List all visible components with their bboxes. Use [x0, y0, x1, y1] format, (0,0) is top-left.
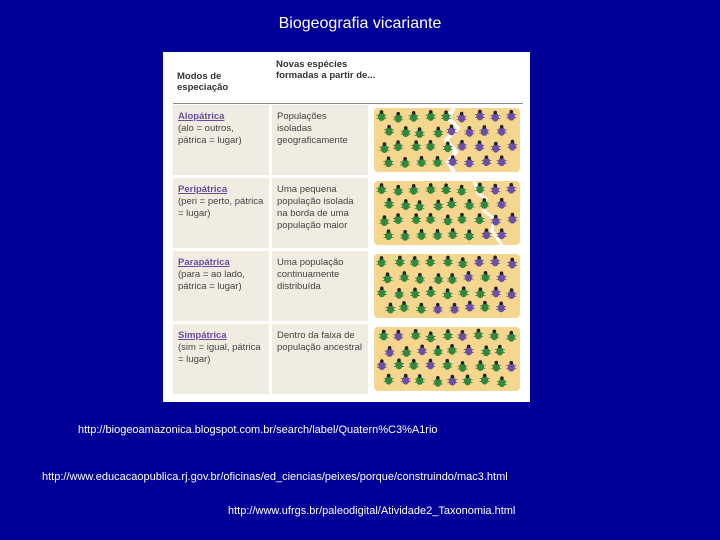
- table-row: [173, 251, 523, 321]
- beetle-icon: [479, 198, 489, 209]
- beetle-icon: [426, 331, 436, 342]
- beetle-icon: [464, 199, 474, 210]
- beetle-icon: [433, 376, 443, 387]
- beetle-icon: [409, 111, 419, 122]
- beetle-icon: [394, 359, 404, 370]
- description-cell: Populações isoladas geograficamente: [272, 105, 368, 175]
- beetle-icon: [463, 271, 473, 282]
- beetle-icon: [415, 200, 425, 211]
- population-illustration-allopatric: [374, 108, 520, 172]
- beetle-icon: [457, 140, 467, 151]
- beetle-icon: [496, 302, 506, 313]
- beetle-icon: [481, 345, 491, 356]
- beetle-icon: [411, 213, 421, 224]
- beetle-icon: [458, 257, 468, 268]
- beetle-icon: [399, 301, 409, 312]
- illustration-cell: [371, 324, 523, 394]
- illustration-cell: [371, 251, 523, 321]
- beetle-icon: [411, 329, 421, 340]
- beetle-icon: [426, 183, 436, 194]
- beetle-icon: [425, 213, 435, 224]
- mode-name: Parapátrica: [178, 257, 230, 268]
- description-cell: Uma população continuamente distribuída: [272, 251, 368, 321]
- beetle-icon: [442, 359, 452, 370]
- beetle-scene: [374, 327, 520, 391]
- mode-cell: [173, 251, 269, 321]
- beetle-icon: [474, 256, 484, 267]
- beetle-icon: [497, 271, 507, 282]
- beetle-icon: [433, 273, 443, 284]
- beetle-icon: [400, 157, 410, 168]
- beetle-icon: [481, 228, 491, 239]
- beetle-icon: [480, 301, 490, 312]
- beetle-icon: [481, 155, 491, 166]
- beetle-icon: [433, 200, 443, 211]
- beetle-icon: [401, 126, 411, 137]
- beetle-icon: [384, 156, 394, 167]
- beetle-icon: [507, 213, 517, 224]
- beetle-icon: [475, 140, 485, 151]
- source-link-2[interactable]: http://www.educacaopublica.rj.gov.br/oficinas/ed_ciencias/peixes/porque/construindo/mac3.html: [42, 471, 508, 483]
- table-row: [173, 178, 523, 248]
- beetle-icon: [506, 110, 516, 121]
- mode-cell: [173, 105, 269, 175]
- beetle-icon: [394, 288, 404, 299]
- beetle-icon: [384, 198, 394, 209]
- beetle-icon: [384, 125, 394, 136]
- beetle-icon: [443, 288, 453, 299]
- beetle-icon: [393, 140, 403, 151]
- beetle-icon: [447, 344, 457, 355]
- beetle-icon: [409, 184, 419, 195]
- beetle-icon: [457, 213, 467, 224]
- beetle-icon: [415, 127, 425, 138]
- beetle-icon: [489, 330, 499, 341]
- beetle-icon: [433, 127, 443, 138]
- beetle-icon: [448, 228, 458, 239]
- illustration-cell: [371, 178, 523, 248]
- beetle-icon: [495, 345, 505, 356]
- beetle-icon: [385, 303, 395, 314]
- beetle-icon: [415, 273, 425, 284]
- beetle-icon: [464, 126, 474, 137]
- beetle-icon: [457, 330, 467, 341]
- mode-name: Alopátrica: [178, 111, 225, 122]
- beetle-icon: [490, 111, 500, 122]
- beetle-icon: [416, 303, 426, 314]
- beetle-icon: [463, 375, 473, 386]
- beetle-icon: [480, 374, 490, 385]
- beetle-icon: [475, 287, 485, 298]
- header-modes: Modos de especiação: [177, 71, 229, 93]
- beetle-icon: [411, 140, 421, 151]
- beetle-icon: [443, 329, 453, 340]
- beetle-icon: [458, 361, 468, 372]
- beetle-icon: [473, 329, 483, 340]
- beetle-icon: [443, 256, 453, 267]
- beetle-icon: [433, 303, 443, 314]
- beetle-icon: [426, 286, 436, 297]
- beetle-icon: [395, 256, 405, 267]
- beetle-scene: [374, 181, 520, 245]
- beetle-icon: [479, 125, 489, 136]
- source-link-1[interactable]: http://biogeoamazonica.blogspot.com.br/search/label/Quatern%C3%A1rio: [78, 424, 438, 436]
- beetle-icon: [447, 375, 457, 386]
- mode-name: Peripátrica: [178, 184, 228, 195]
- beetle-icon: [464, 230, 474, 241]
- beetle-icon: [379, 215, 389, 226]
- beetle-icon: [475, 213, 485, 224]
- beetle-scene: [374, 254, 520, 318]
- beetle-icon: [377, 359, 387, 370]
- beetle-icon: [432, 156, 442, 167]
- beetle-icon: [417, 229, 427, 240]
- beetle-icon: [433, 345, 443, 356]
- beetle-icon: [415, 374, 425, 385]
- beetle-icon: [464, 157, 474, 168]
- beetle-icon: [383, 272, 393, 283]
- table-row: [173, 324, 523, 394]
- beetle-icon: [447, 273, 457, 284]
- table-row: [173, 105, 523, 175]
- beetle-icon: [417, 156, 427, 167]
- mode-cell: [173, 324, 269, 394]
- header-new-species: Novas espécies formadas a partir de...: [276, 59, 376, 81]
- beetle-icon: [497, 376, 507, 387]
- beetle-icon: [385, 346, 395, 357]
- beetle-icon: [491, 142, 501, 153]
- beetle-icon: [425, 140, 435, 151]
- beetle-icon: [409, 359, 419, 370]
- beetle-icon: [497, 125, 507, 136]
- beetle-icon: [425, 256, 435, 267]
- beetle-icon: [393, 330, 403, 341]
- beetle-icon: [506, 361, 516, 372]
- beetle-icon: [425, 359, 435, 370]
- beetle-icon: [459, 286, 469, 297]
- beetle-icon: [491, 361, 501, 372]
- description-cell: Dentro da faixa de população ancestral: [272, 324, 368, 394]
- beetle-icon: [457, 112, 467, 123]
- beetle-icon: [490, 184, 500, 195]
- beetle-icon: [441, 183, 451, 194]
- mode-detail: (sim = igual, pátrica = lugar): [178, 342, 261, 365]
- mode-name: Simpátrica: [178, 330, 227, 341]
- mode-detail: (peri = perto, pátrica = lugar): [178, 196, 264, 219]
- beetle-icon: [410, 287, 420, 298]
- beetle-icon: [377, 183, 387, 194]
- beetle-icon: [401, 199, 411, 210]
- population-illustration-parapatric: [374, 254, 520, 318]
- beetle-icon: [399, 271, 409, 282]
- description-cell: Uma pequena população isolada na borda de uma população maior: [272, 178, 368, 248]
- beetle-icon: [417, 345, 427, 356]
- beetle-icon: [410, 256, 420, 267]
- beetle-icon: [491, 287, 501, 298]
- mode-detail: (alo = outros, pátrica = lugar): [178, 123, 242, 146]
- beetle-icon: [497, 155, 507, 166]
- beetle-icon: [401, 374, 411, 385]
- illustration-cell: [371, 105, 523, 175]
- beetle-icon: [393, 112, 403, 123]
- beetle-icon: [377, 256, 387, 267]
- beetle-icon: [507, 288, 517, 299]
- beetle-icon: [447, 198, 457, 209]
- population-illustration-peripatric: [374, 181, 520, 245]
- beetle-icon: [384, 229, 394, 240]
- speciation-table: [163, 52, 530, 402]
- beetle-icon: [377, 110, 387, 121]
- beetle-icon: [443, 215, 453, 226]
- beetle-icon: [475, 110, 485, 121]
- mode-cell: [173, 178, 269, 248]
- beetle-icon: [481, 271, 491, 282]
- beetle-icon: [426, 110, 436, 121]
- beetle-icon: [506, 331, 516, 342]
- source-link-3[interactable]: http://www.ufrgs.br/paleodigital/Atividade2_Taxonomia.html: [228, 505, 516, 517]
- beetle-icon: [465, 301, 475, 312]
- beetle-icon: [464, 345, 474, 356]
- beetle-icon: [384, 374, 394, 385]
- beetle-icon: [379, 142, 389, 153]
- beetle-icon: [507, 258, 517, 269]
- beetle-icon: [497, 198, 507, 209]
- beetle-icon: [432, 229, 442, 240]
- beetle-icon: [393, 185, 403, 196]
- beetle-icon: [506, 183, 516, 194]
- beetle-icon: [379, 330, 389, 341]
- beetle-icon: [400, 230, 410, 241]
- beetle-icon: [507, 140, 517, 151]
- beetle-icon: [401, 346, 411, 357]
- header-divider: [173, 103, 523, 104]
- beetle-icon: [475, 360, 485, 371]
- mode-detail: (para = ao lado, pátrica = lugar): [178, 269, 245, 292]
- slide-title: Biogeografia vicariante: [278, 15, 442, 32]
- beetle-icon: [377, 287, 387, 298]
- beetle-icon: [393, 213, 403, 224]
- beetle-icon: [457, 185, 467, 196]
- population-illustration-sympatric: [374, 327, 520, 391]
- beetle-icon: [449, 303, 459, 314]
- beetle-scene: [374, 108, 520, 172]
- beetle-icon: [490, 256, 500, 267]
